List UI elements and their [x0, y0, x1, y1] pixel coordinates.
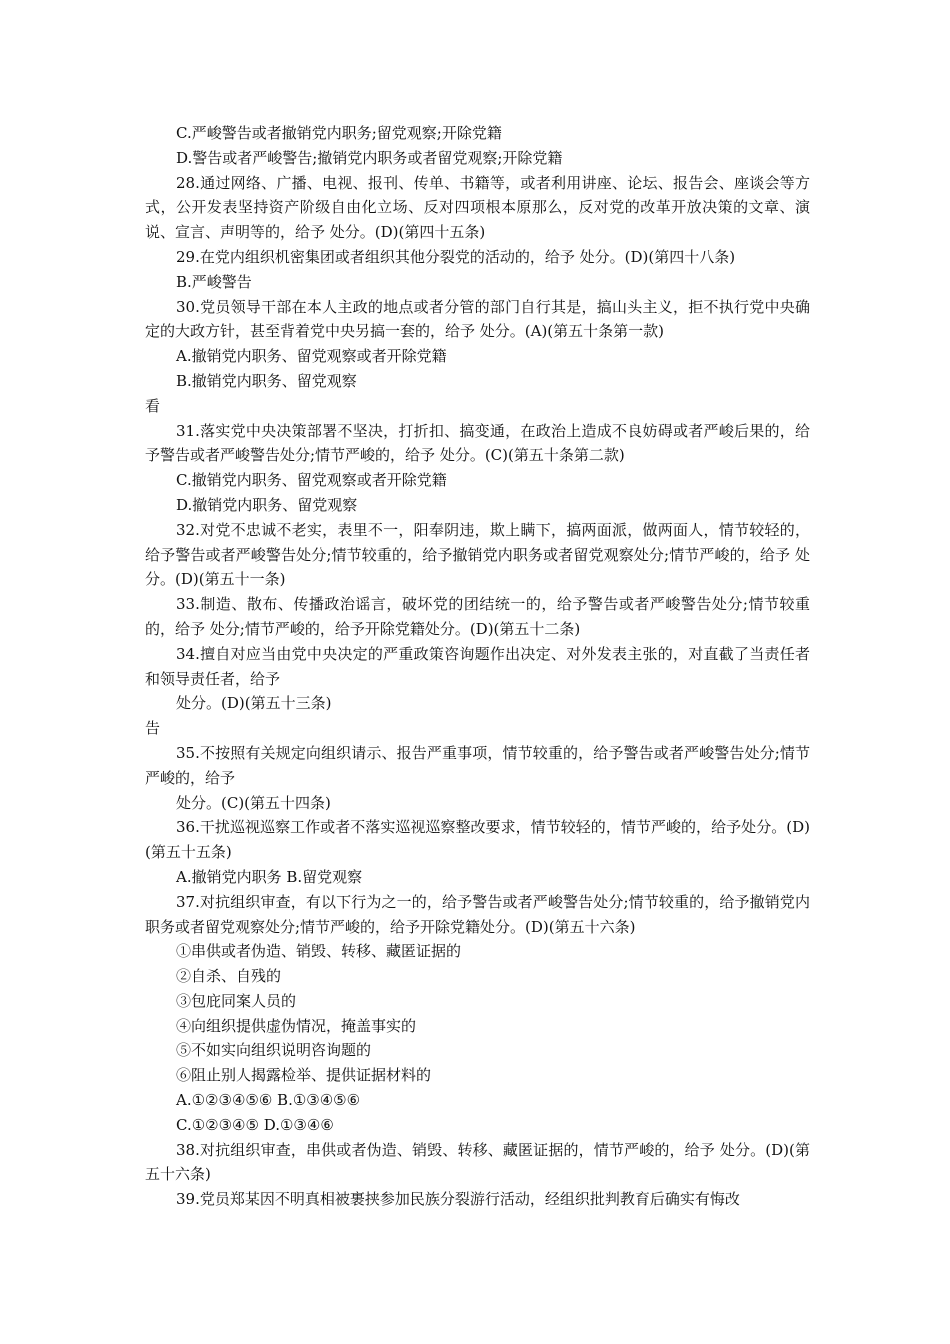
option-c-line: C.撤销党内职务、留党观察或者开除党籍 [176, 471, 447, 490]
option-b-line: B.撤销党内职务、留党观察 [176, 371, 357, 390]
options-a-b-line: A.撤销党内职务 B.留党观察 [176, 867, 363, 886]
options-a-b-line: A.①②③④⑤⑥ B.①③④⑤⑥ [176, 1091, 361, 1110]
question-37: 37.对抗组织审查，有以下行为之一的，给予警告或者严峻警告处分;情节较重的，给予撤销党内职务或者留党观察处分;情节严峻的，给予开除党籍处分。(D)(第五十六条) [145, 892, 810, 936]
list-item-3: ③包庇同案人员的 [176, 991, 297, 1010]
document-page [145, 121, 810, 1212]
list-item-5: ⑤不如实向组织说明咨询题的 [176, 1041, 372, 1060]
question-32: 32.对党不忠诚不老实，表里不一，阳奉阴违，欺上瞒下，搞两面派，做两面人，情节较轻的，给予警告或者严峻警告处分;情节较重的，给予撤销党内职务或者留党观察处分;情节严峻的，给予 处分。(D)(第五十一条) [145, 520, 810, 589]
question-28: 28.通过网络、广播、电视、报刊、传单、书籍等，或者利用讲座、论坛、报告会、座谈会等方式，公开发表坚持资产阶级自由化立场、反对四项根本原那么，反对党的改革开放决策的文章、演说、宣言、声明等的，给予 处分。(D)(第四十五条) [145, 173, 810, 242]
option-d-line: D.警告或者严峻警告;撤销党内职务或者留党观察;开除党籍 [176, 148, 563, 167]
list-item-1: ①串供或者伪造、销毁、转移、藏匿证据的 [176, 942, 462, 961]
stray-character: 告 [145, 719, 161, 738]
question-33: 33.制造、散布、传播政治谣言，破坏党的团结统一的，给予警告或者严峻警告处分;情节较重的，给予 处分;情节严峻的，给予开除党籍处分。(D)(第五十二条) [145, 595, 810, 638]
option-c-line: C.严峻警告或者撤销党内职务;留党观察;开除党籍 [176, 124, 502, 142]
question-31: 31.落实党中央决策部署不坚决，打折扣、搞变通，在政治上造成不良妨碍或者严峻后果的，给予警告或者严峻警告处分;情节严峻的，给予 处分。(C)(第五十条第二款) [145, 421, 810, 465]
stray-character: 看 [145, 396, 161, 415]
question-30: 30.党员领导干部在本人主政的地点或者分管的部门自行其是，搞山头主义，拒不执行党中央确定的大政方针，甚至背着党中央另搞一套的，给予 处分。(A)(第五十条第一款) [145, 297, 810, 341]
question-34-continued: 处分。(D)(第五十三条) [176, 694, 332, 713]
question-34: 34.擅自对应当由党中央决定的严重政策咨询题作出决定、对外发表主张的，对直截了当责任者和领导责任者，给予 [145, 644, 810, 688]
question-39: 39.党员郑某因不明真相被裹挟参加民族分裂游行活动，经组织批判教育后确实有悔改 [176, 1190, 740, 1209]
option-b-line: B.严峻警告 [176, 272, 252, 291]
option-d-line: D.撤销党内职务、留党观察 [176, 495, 358, 514]
options-c-d-line: C.①②③④⑤ D.①③④⑥ [176, 1115, 334, 1134]
question-38: 38.对抗组织审查，串供或者伪造、销毁、转移、藏匿证据的，情节严峻的，给予 处分。(D)(第五十六条) [145, 1140, 810, 1184]
list-item-2: ②自杀、自残的 [176, 967, 282, 986]
list-item-6: ⑥阻止别人揭露检举、提供证据材料的 [176, 1066, 432, 1085]
question-35-continued: 处分。(C)(第五十四条) [176, 793, 331, 812]
question-29: 29.在党内组织机密集团或者组织其他分裂党的活动的，给予 处分。(D)(第四十八条) [176, 247, 736, 266]
question-36: 36.干扰巡视巡察工作或者不落实巡视巡察整改要求，情节较轻的，情节严峻的，给予处分。(D)(第五十五条) [145, 818, 810, 862]
question-35: 35.不按照有关规定向组织请示、报告严重事项，情节较重的，给予警告或者严峻警告处分;情节严峻的，给予 [145, 743, 810, 787]
option-a-line: A.撤销党内职务、留党观察或者开除党籍 [176, 347, 447, 366]
list-item-4: ④向组织提供虚伪情况，掩盖事实的 [176, 1016, 417, 1035]
